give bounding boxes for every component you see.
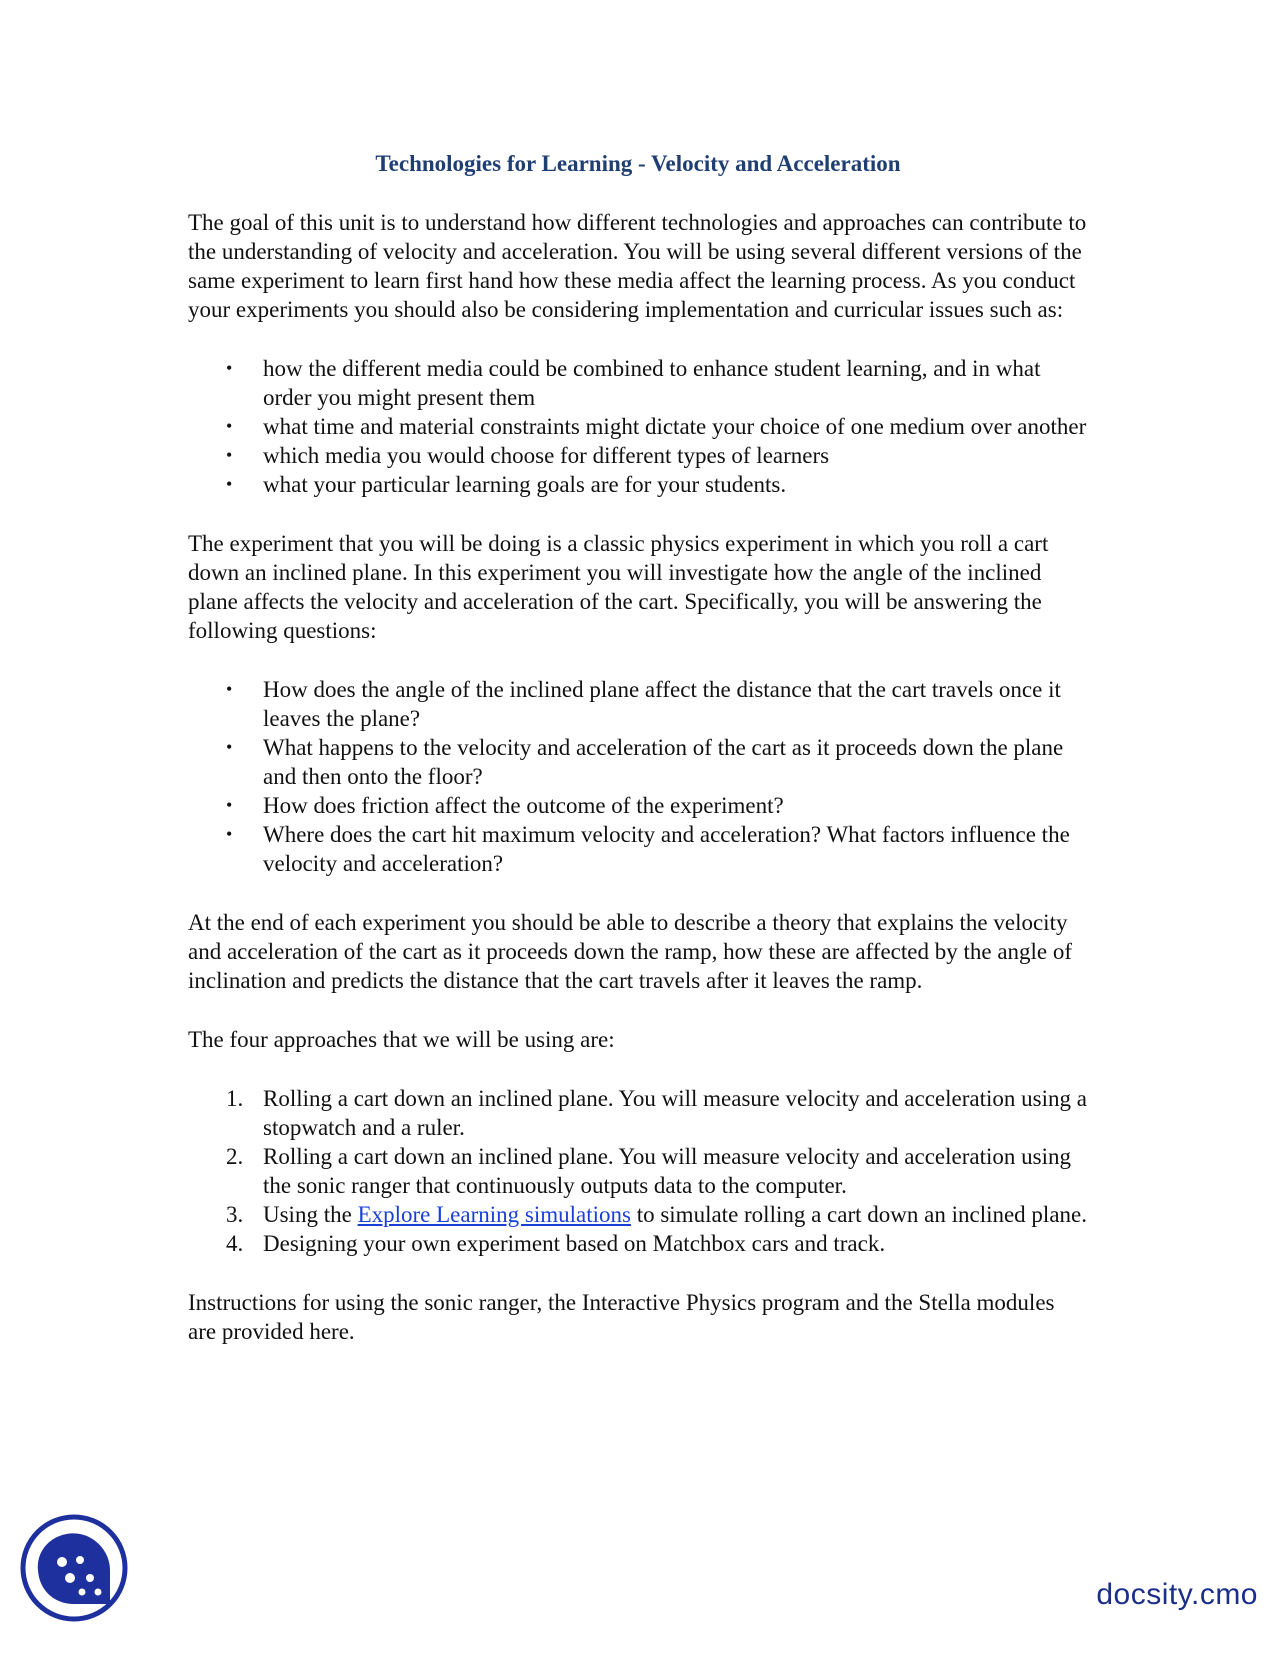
list-item: • which media you would choose for different types of learners xyxy=(226,442,830,468)
docsity-logo-icon xyxy=(18,1512,130,1624)
list-item: • what time and material constraints might dictate your choice of one medium over another xyxy=(226,413,1087,439)
list-item: 2. Rolling a cart down an inclined plane. You will measure velocity and acceleration using the sonic ranger that continuously outputs data to the computer. xyxy=(226,1143,1071,1198)
list-number: 2. xyxy=(226,1143,244,1169)
bullet-icon: • xyxy=(226,444,233,465)
list-number: 4. xyxy=(226,1230,244,1256)
approaches-intro: The four approaches that we will be using are: xyxy=(188,1026,615,1052)
experiment-paragraph: The experiment that you will be doing is a classic physics experiment in which you roll a cart down an inclined plane. In this experiment you will investigate how the angle of the inclined plane affects the velocity and acceleration of the cart. Specifically, you will be answering the following questions: xyxy=(188,530,1049,643)
list-item: • What happens to the velocity and acceleration of the cart as it proceeds down the plane and then onto the floor? xyxy=(226,734,1064,789)
list-item: 1. Rolling a cart down an inclined plane. You will measure velocity and acceleration using a stopwatch and a ruler. xyxy=(226,1085,1087,1140)
watermark-text: docsity.cmo xyxy=(1096,1578,1258,1611)
theory-paragraph: At the end of each experiment you should be able to describe a theory that explains the velocity and acceleration of the cart as it proceeds down the ramp, how these are affected by the angle of inclination and predicts the distance that the cart travels after it leaves the ramp. xyxy=(188,909,1073,993)
bullet-icon: • xyxy=(226,415,233,436)
bullet-icon: • xyxy=(226,678,233,699)
bullet-icon: • xyxy=(226,736,233,757)
questions-list xyxy=(188,675,1088,878)
list-item: 3. Using the Explore Learning simulations to simulate rolling a cart down an inclined plane. xyxy=(226,1201,1087,1227)
bullet-icon: • xyxy=(226,473,233,494)
list-item: • Where does the cart hit maximum velocity and acceleration? What factors influence the velocity and acceleration? xyxy=(226,821,1070,876)
list-number: 3. xyxy=(226,1201,244,1227)
document-title: Technologies for Learning - Velocity and Acceleration xyxy=(375,151,901,176)
closing-paragraph: Instructions for using the sonic ranger, the Interactive Physics program and the Stella modules are provided here. xyxy=(188,1289,1055,1344)
bullet-icon: • xyxy=(226,357,233,378)
explore-learning-link[interactable]: Explore Learning simulations xyxy=(357,1201,631,1227)
issues-list xyxy=(188,354,1088,499)
list-item: • How does friction affect the outcome of the experiment? xyxy=(226,792,784,818)
list-number: 1. xyxy=(226,1085,244,1111)
document-page xyxy=(188,150,1088,1376)
list-item: • what your particular learning goals are for your students. xyxy=(226,471,787,497)
list-item: 4. Designing your own experiment based on Matchbox cars and track. xyxy=(226,1230,886,1256)
bullet-icon: • xyxy=(226,823,233,844)
list-item: • how the different media could be combined to enhance student learning, and in what order you might present them xyxy=(226,355,1041,410)
list-item: • How does the angle of the inclined plane affect the distance that the cart travels once it leaves the plane? xyxy=(226,676,1061,731)
intro-paragraph: The goal of this unit is to understand how different technologies and approaches can contribute to the understanding of velocity and acceleration. You will be using several different versions of the same experiment to learn first hand how these media affect the learning process. As you conduct your experiments you should also be considering implementation and curricular issues such as: xyxy=(188,209,1087,322)
approaches-list xyxy=(188,1084,1088,1258)
bullet-icon: • xyxy=(226,794,233,815)
